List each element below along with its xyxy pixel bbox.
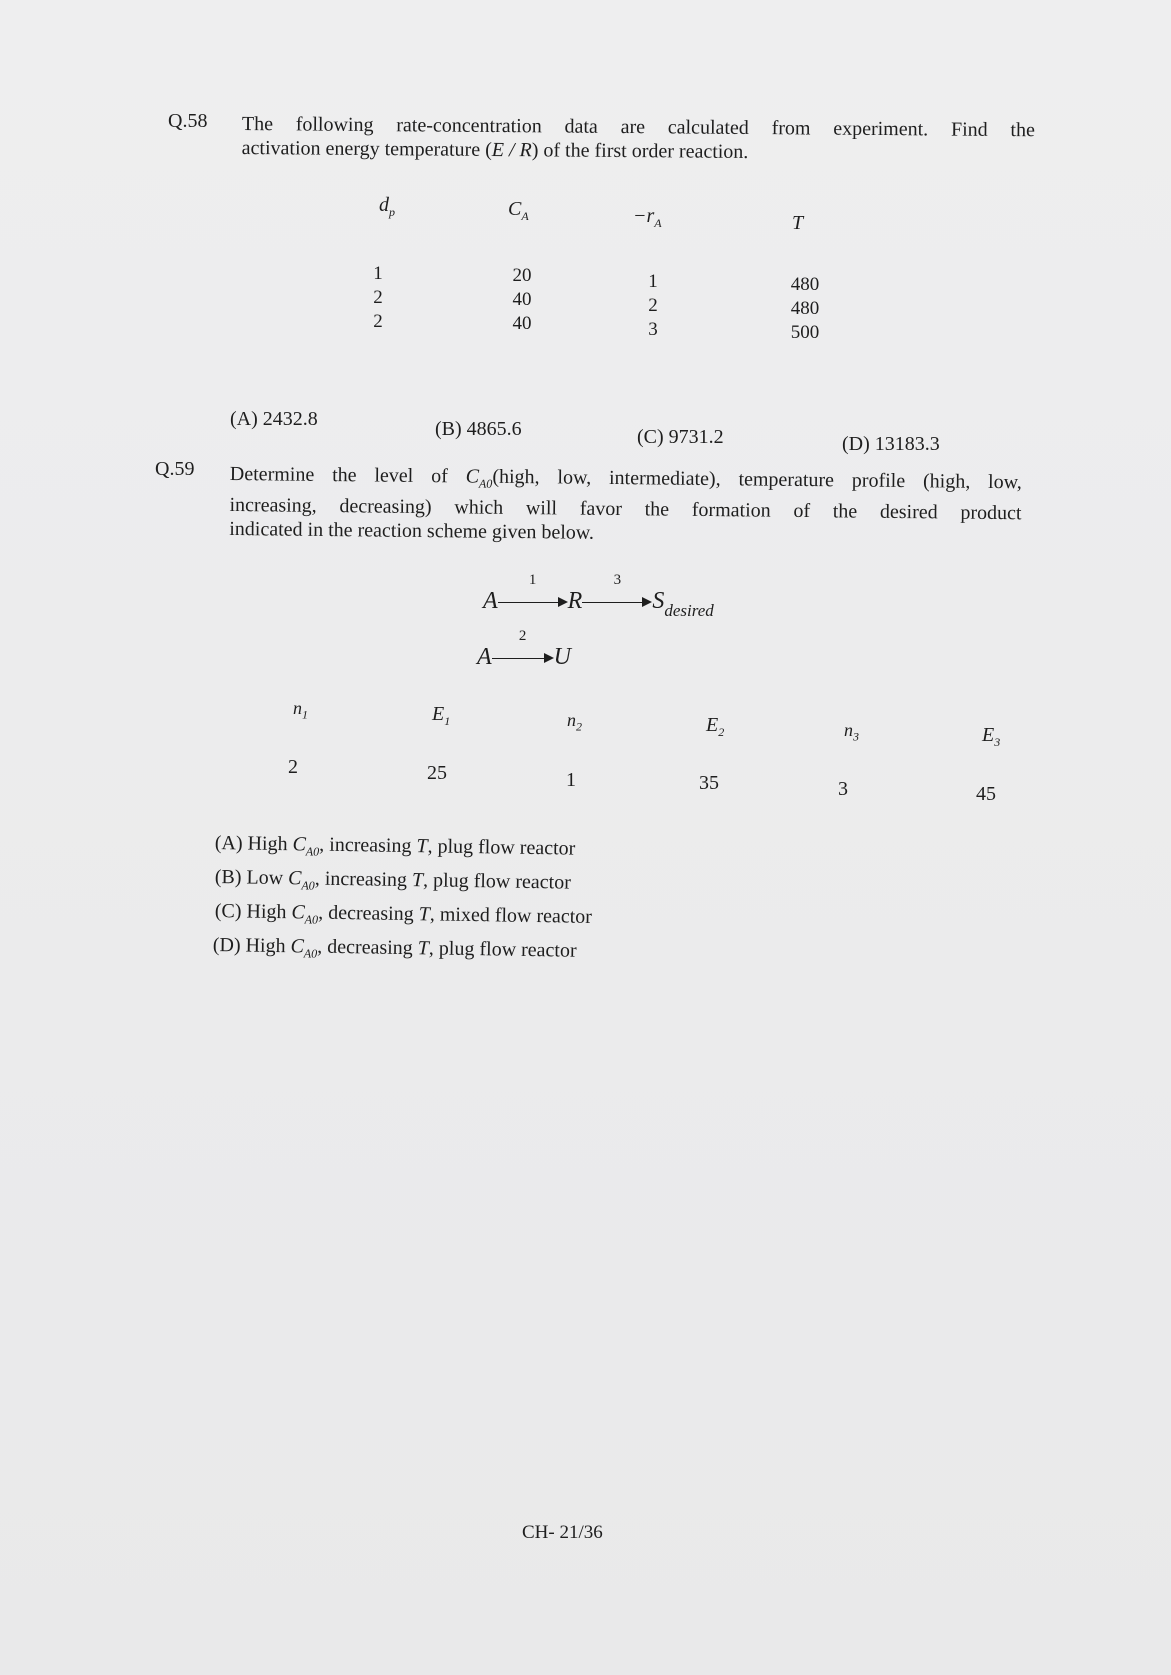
param-header-e1: $E_1$: [432, 703, 451, 728]
table-cell: 1: [373, 263, 383, 284]
param-header-n2: $n_2$: [567, 710, 582, 734]
table-cell: 2: [373, 311, 383, 332]
question-59-line-1: Determine the level of $C_{A0}(high$, low, intermediate), temperature profile (high, low,: [229, 462, 1022, 494]
table-header-dp: $d_p$: [379, 194, 395, 219]
table-header-ca: $C_A$: [508, 198, 529, 223]
page-number: CH- 21/36: [522, 1522, 603, 1543]
q59-option-b[interactable]: (B) Low $C_{A0}$, increasing T, plug flow reactor: [214, 866, 572, 894]
question-58-text: [242, 112, 1035, 166]
table-cell: 2: [373, 287, 383, 308]
param-value-e2: 35: [699, 772, 719, 794]
q59-option-a[interactable]: (A) High $C_{A0}$, increasing T, plug flow reactor: [214, 832, 576, 860]
question-58-line-1: The following rate-concentration data are calculated from experiment. Find the: [241, 112, 1035, 142]
param-header-e2: $E_2$: [706, 714, 725, 739]
table-cell: 1: [648, 271, 658, 292]
param-value-e1: 25: [427, 762, 447, 784]
table-header-ra: $-r_A$: [633, 205, 662, 230]
table-cell: 40: [512, 289, 532, 310]
q58-option-d[interactable]: (D) 13183.3: [842, 433, 940, 455]
table-cell: 40: [512, 313, 532, 334]
reaction-scheme-row-1: A 1 R 3 $S_{desired}$: [483, 572, 714, 620]
q58-option-a[interactable]: (A) 2432.8: [230, 408, 318, 430]
q59-option-c[interactable]: (C) High $C_{A0}$, decreasing T, mixed flow reactor: [214, 900, 593, 928]
param-value-n2: 1: [566, 769, 576, 791]
table-header-t: T: [792, 212, 804, 234]
reaction-scheme-row-2: A 2 U: [477, 628, 572, 670]
table-column-t: [775, 273, 835, 345]
question-59-line-3: indicated in the reaction scheme given below.: [229, 517, 595, 544]
question-number-58: Q.58: [168, 110, 208, 132]
param-value-n3: 3: [838, 778, 848, 800]
question-59-text: [229, 462, 1022, 549]
table-cell: 2: [648, 295, 658, 316]
arrow-icon: 2: [492, 648, 554, 668]
table-column-ra: [623, 270, 683, 342]
q58-option-c[interactable]: (C) 9731.2: [637, 426, 724, 448]
param-header-n1: $n_1$: [293, 698, 308, 722]
q58-option-b[interactable]: (B) 4865.6: [435, 418, 522, 440]
param-header-e3: $E_3$: [982, 724, 1001, 749]
table-column-ca: [492, 264, 552, 336]
concentration-symbol: $C_{A0}$: [465, 465, 493, 491]
param-header-n3: $n_3$: [844, 720, 859, 744]
arrow-icon: 1: [498, 592, 568, 612]
q59-option-d[interactable]: (D) High $C_{A0}$, decreasing T, plug flow reactor: [212, 934, 577, 962]
table-cell: 3: [648, 319, 658, 340]
param-value-e3: 45: [976, 783, 996, 805]
table-cell: 500: [790, 322, 820, 343]
question-59-line-2: increasing, decreasing) which will favor the formation of the desired product: [229, 493, 1022, 525]
question-number-59: Q.59: [155, 458, 195, 480]
question-58-line-2: activation energy temperature (E / R) of the first order reaction.: [241, 136, 749, 163]
table-column-dp: [348, 262, 408, 334]
arrow-icon: 3: [582, 592, 652, 612]
table-cell: 20: [512, 265, 532, 286]
table-cell: 480: [790, 274, 820, 295]
table-cell: 480: [790, 298, 820, 319]
param-value-n1: 2: [288, 756, 298, 778]
